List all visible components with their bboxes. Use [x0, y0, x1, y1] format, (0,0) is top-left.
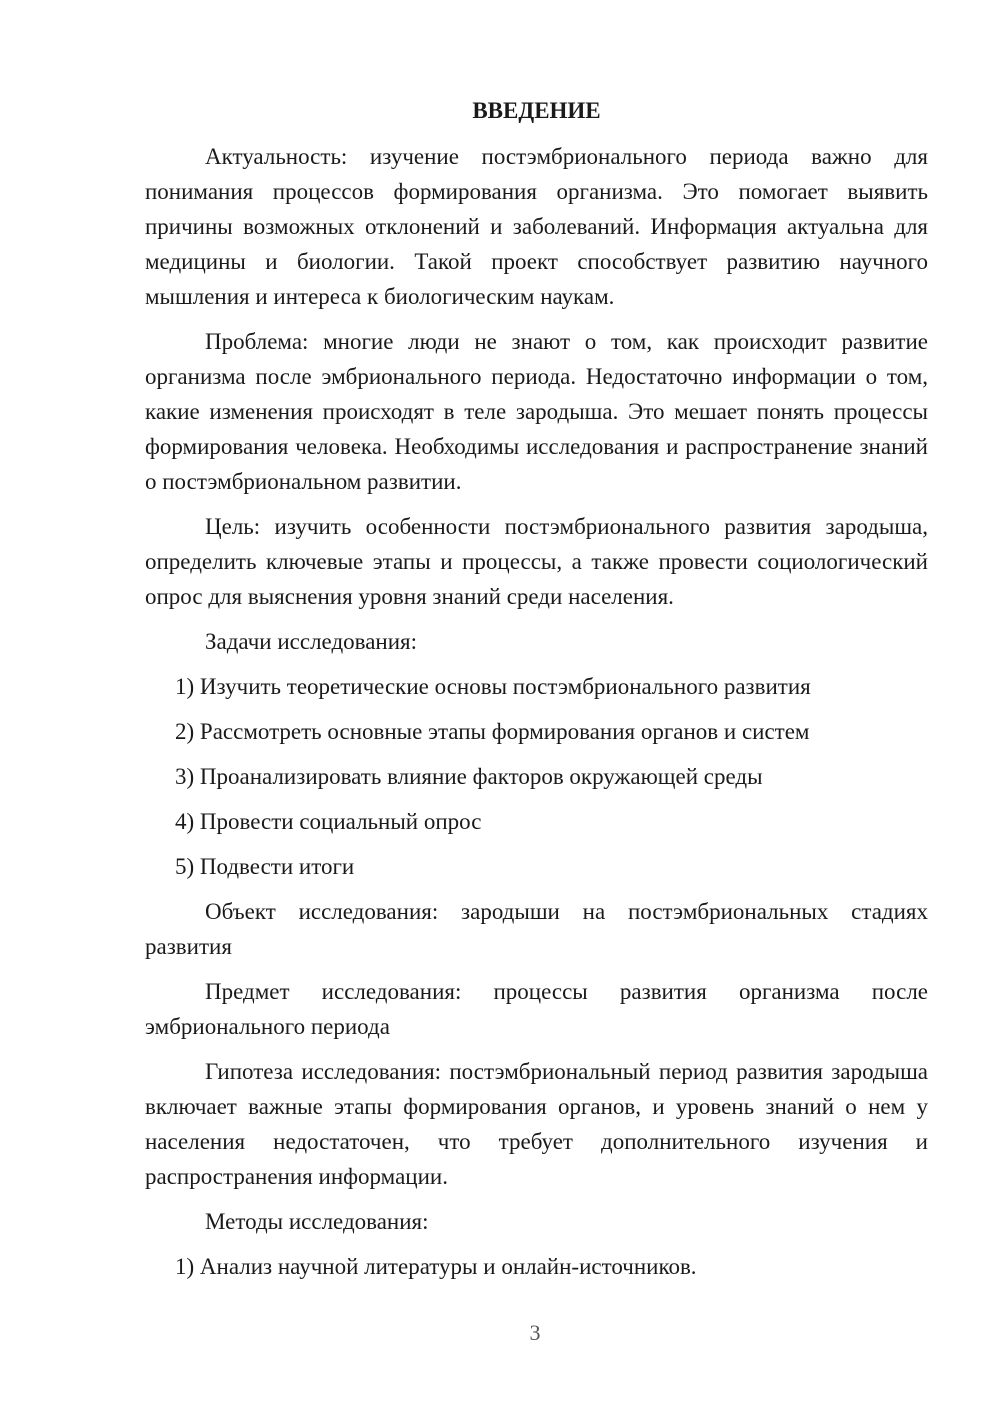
- task-item: 4) Провести социальный опрос: [175, 809, 482, 834]
- goal-paragraph: Цель: изучить особенности постэмбрионального развития зародыша, определить ключевые этапы и процессы, а также провести социологический опрос для выяснения уровня знаний среди населения.: [145, 514, 928, 609]
- task-item: 5) Подвести итоги: [175, 854, 355, 879]
- task-item: 3) Проанализировать влияние факторов окружающей среды: [175, 764, 763, 789]
- method-item: 1) Анализ научной литературы и онлайн-источников.: [175, 1254, 697, 1279]
- methods-list: [145, 1249, 928, 1284]
- subject-paragraph: Предмет исследования: процессы развития организма после эмбрионального периода: [145, 979, 928, 1039]
- relevance-paragraph: Актуальность: изучение постэмбрионального периода важно для понимания процессов формирования организма. Это помогает выявить причины возможных отклонений и заболеваний. Информация актуальна для медицины и биологии. Такой проект способствует развитию научного мышления и интереса к биологическим наукам.: [145, 144, 928, 309]
- object-paragraph: Объект исследования: зародыши на постэмбриональных стадиях развития: [145, 899, 928, 959]
- section-title: ВВЕДЕНИЕ: [472, 98, 601, 123]
- document-page: [145, 95, 928, 1294]
- tasks-heading: Задачи исследования:: [205, 629, 418, 654]
- problem-paragraph: Проблема: многие люди не знают о том, как происходит развитие организма после эмбрионального периода. Недостаточно информации о том, какие изменения происходят в теле зародыша. Это мешает понять процессы формирования человека. Необходимы исследования и распространение знаний о постэмбриональном развитии.: [145, 329, 928, 494]
- methods-heading: Методы исследования:: [205, 1209, 429, 1234]
- page-number: 3: [529, 1320, 541, 1345]
- task-item: 1) Изучить теоретические основы постэмбрионального развития: [175, 674, 811, 699]
- tasks-list: [145, 669, 928, 884]
- hypothesis-paragraph: Гипотеза исследования: постэмбриональный период развития зародыша включает важные этапы формирования органов, и уровень знаний о нем у населения недостаточен, что требует дополнительного изучения и распространения информации.: [145, 1059, 928, 1189]
- task-item: 2) Рассмотреть основные этапы формирования органов и систем: [175, 719, 810, 744]
